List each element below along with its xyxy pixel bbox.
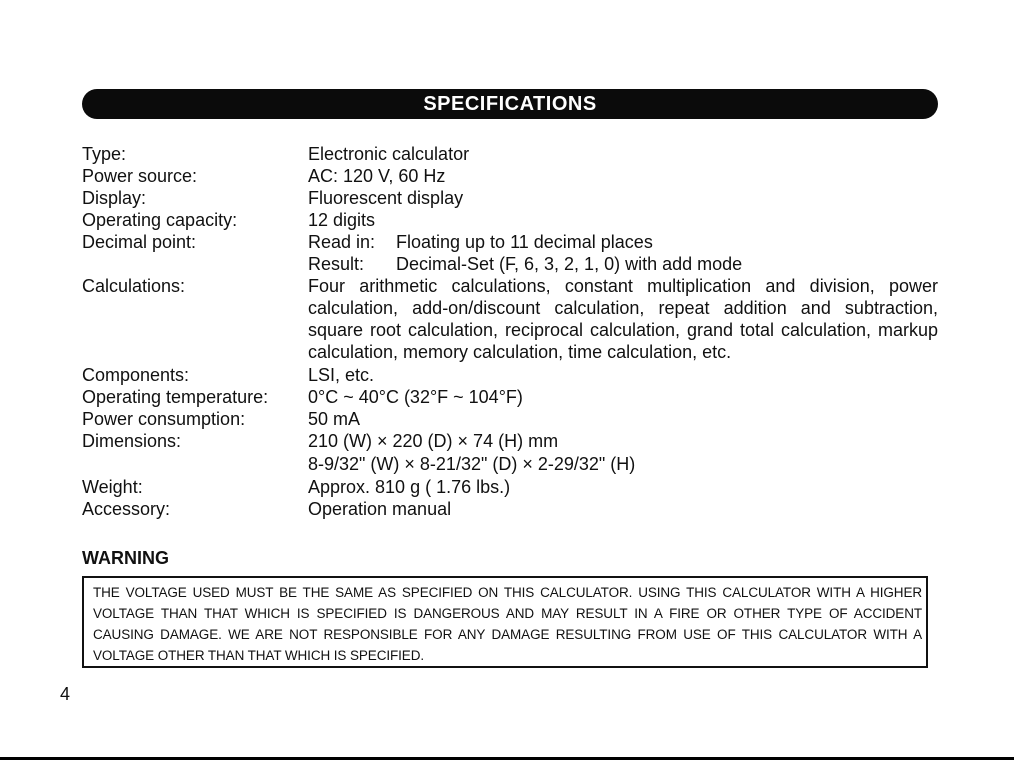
spec-label: Decimal point:	[82, 232, 197, 252]
read-in-value: Floating up to 11 decimal places	[396, 232, 653, 252]
spec-label: Power source:	[82, 166, 198, 186]
page-title: SPECIFICATIONS	[82, 89, 938, 119]
spec-value: 0°C ~ 40°C (32°F ~ 104°F)	[308, 387, 523, 407]
spec-value-metric: 210 (W) × 220 (D) × 74 (H) mm	[308, 431, 559, 451]
spec-label: Calculations:	[82, 276, 186, 296]
spec-value: AC: 120 V, 60 Hz	[308, 166, 446, 186]
spec-value: LSI, etc.	[308, 365, 375, 385]
spec-value: 12 digits	[308, 210, 376, 230]
page-number: 4	[60, 684, 71, 704]
spec-label: Operating temperature:	[82, 387, 269, 407]
spec-value: Operation manual	[308, 499, 452, 519]
spec-value: Electronic calculator	[308, 144, 470, 164]
spec-label: Type:	[82, 144, 127, 164]
spec-label: Weight:	[82, 477, 143, 497]
spec-label: Display:	[82, 188, 147, 208]
spec-label: Operating capacity:	[82, 210, 238, 230]
spec-label: Accessory:	[82, 499, 171, 519]
result-key: Result:	[308, 254, 365, 274]
spec-value-imperial: 8-9/32" (W) × 8-21/32" (D) × 2-29/32" (H)	[308, 454, 636, 474]
spec-label: Dimensions:	[82, 431, 182, 451]
result-value: Decimal-Set (F, 6, 3, 2, 1, 0) with add mode	[396, 254, 743, 274]
spec-value-read-in	[308, 231, 653, 253]
warning-title: WARNING	[82, 548, 169, 568]
warning-box: THE VOLTAGE USED MUST BE THE SAME AS SPECIFIED ON THIS CALCULATOR. USING THIS CALCULATOR WITH A HIGHER VOLTAGE THAN THAT WHICH IS SPECIFIED IS DANGEROUS AND MAY RESULT IN A FIRE OR OTHER TYPE OF ACCIDENT CAUSING DAMAGE. WE ARE NOT RESPONSIBLE FOR ANY DAMAGE RESULTING FROM USE OF THIS CALCULATOR WITH A VOLTAGE OTHER THAN THAT WHICH IS SPECIFIED.	[82, 576, 928, 668]
spec-value: Approx. 810 g ( 1.76 lbs.)	[308, 477, 511, 497]
spec-label: Components:	[82, 365, 190, 385]
spec-value: Fluorescent display	[308, 188, 464, 208]
spec-label: Power consumption:	[82, 409, 246, 429]
read-in-key: Read in:	[308, 232, 376, 252]
spec-value: 50 mA	[308, 409, 361, 429]
spec-value: Four arithmetic calculations, constant multiplication and division, power calculation, add-on/discount calculation, repeat addition and subtraction, square root calculation, reciprocal calculation, grand total calculation, markup calculation, memory calculation, time calculation, etc.	[308, 276, 938, 362]
spec-value-result	[308, 253, 742, 275]
